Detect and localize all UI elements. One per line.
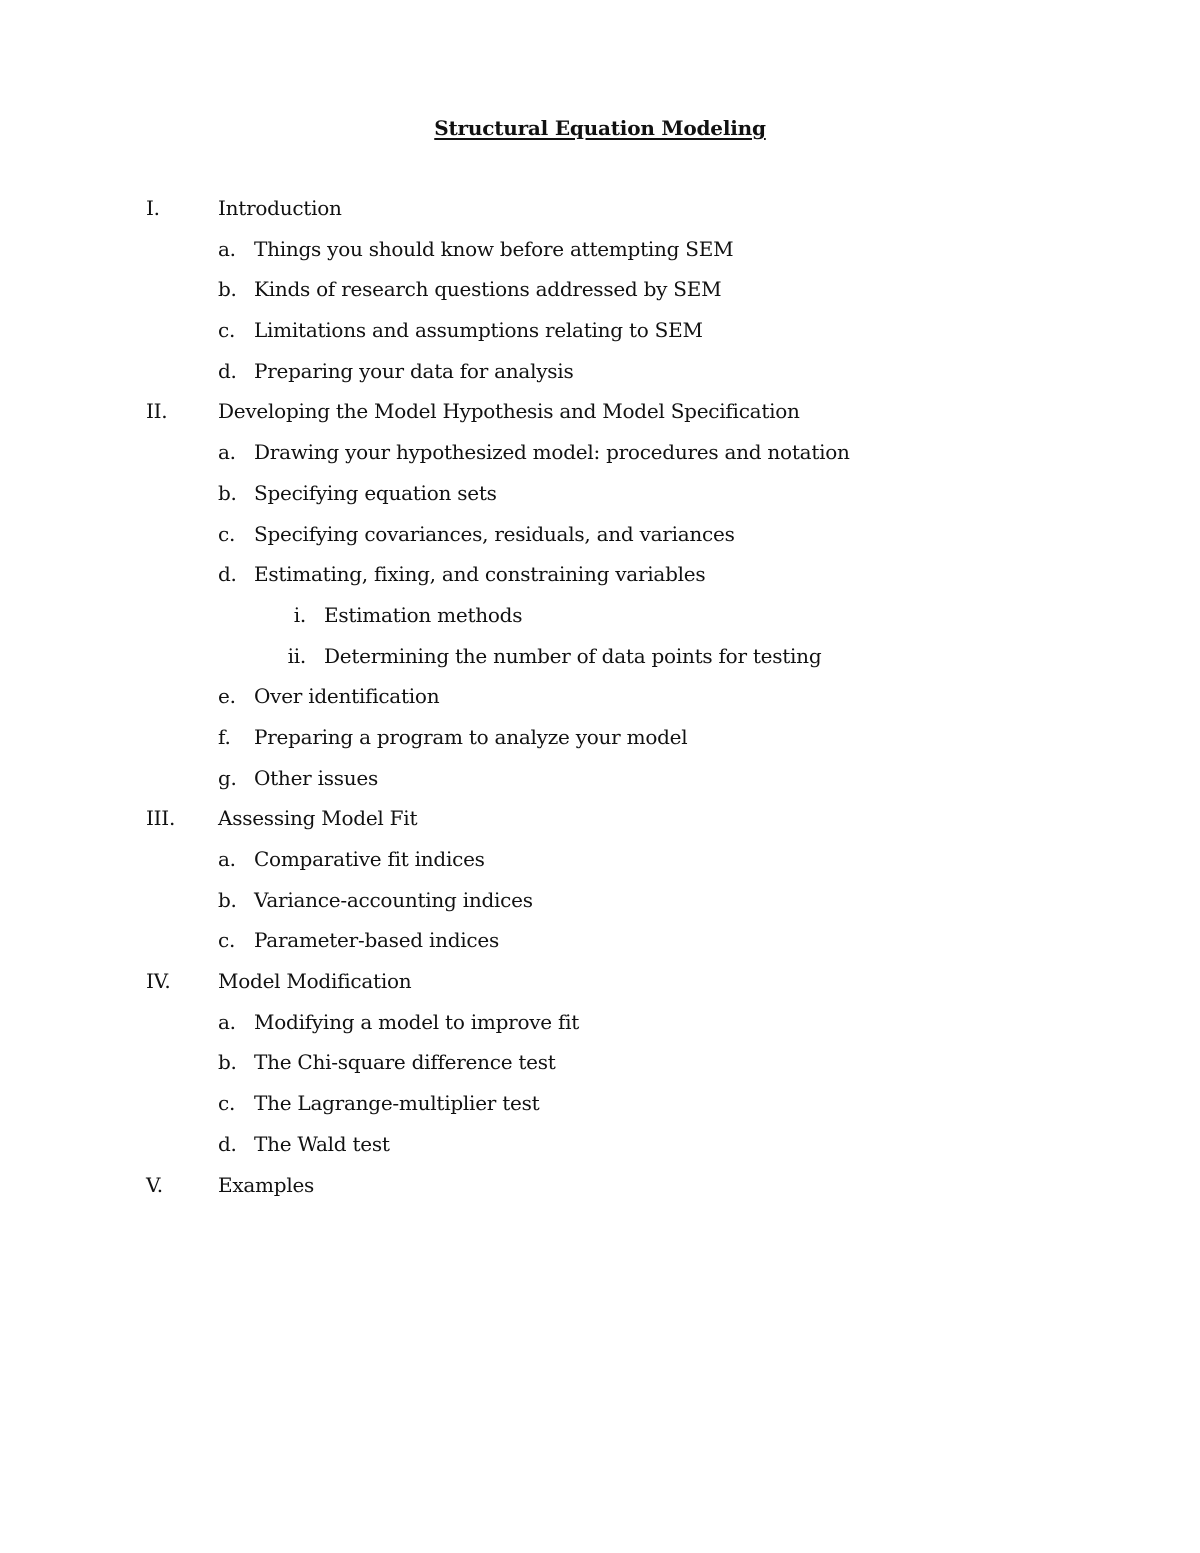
outline-item	[0, 1085, 1200, 1126]
outline-text: Drawing your hypothesized model: procedures and notation	[254, 440, 850, 465]
outline-marker: g.	[218, 765, 237, 790]
outline-marker: a.	[218, 440, 236, 465]
outline-item	[0, 516, 1200, 557]
outline-text: Preparing your data for analysis	[254, 358, 574, 383]
outline-marker: a.	[218, 847, 236, 871]
outline-item	[0, 719, 1200, 760]
outline-marker: c.	[218, 1091, 236, 1116]
outline-text: Limitations and assumptions relating to SEM	[254, 318, 703, 343]
outline-text: Developing the Model Hypothesis and Model Specification	[218, 399, 800, 424]
outline-marker: III.	[146, 806, 176, 831]
outline-text: Specifying equation sets	[254, 480, 497, 505]
outline-text: Other issues	[254, 765, 378, 790]
outline-text: Assessing Model Fit	[218, 806, 418, 831]
outline-text: Preparing a program to analyze your model	[254, 724, 688, 749]
outline-marker: f.	[218, 724, 231, 749]
outline-item	[0, 434, 1200, 475]
outline-text: The Lagrange-multiplier test	[254, 1091, 540, 1116]
outline-text: Determining the number of data points for testing	[324, 643, 822, 668]
outline-marker: d.	[218, 358, 237, 383]
outline-item	[0, 760, 1200, 801]
outline-marker: IV.	[146, 969, 171, 994]
outline-marker: ii.	[287, 643, 306, 668]
outline-item	[0, 1004, 1200, 1045]
outline-item	[0, 353, 1200, 394]
outline-marker: a.	[218, 236, 236, 261]
outline-item	[0, 231, 1200, 272]
outline-text: Examples	[218, 1172, 315, 1197]
outline-text: Estimation methods	[324, 602, 523, 627]
outline-text: Introduction	[218, 196, 342, 220]
outline-marker: d.	[218, 1131, 237, 1156]
outline-section-model-specification	[0, 393, 1200, 434]
page-title: Structural Equation Modeling	[434, 116, 766, 140]
outline-text: The Chi-square difference test	[254, 1050, 556, 1075]
outline-text: Things you should know before attempting SEM	[254, 236, 734, 261]
outline-marker: II.	[146, 399, 168, 424]
outline-marker: c.	[218, 521, 236, 546]
outline-text: Specifying covariances, residuals, and variances	[254, 521, 735, 546]
outline-item	[0, 882, 1200, 923]
outline-section-introduction	[0, 190, 1200, 231]
outline-item	[0, 841, 1200, 882]
outline-subitem	[0, 638, 1200, 679]
outline-item	[0, 271, 1200, 312]
outline-item	[0, 1126, 1200, 1167]
outline-item	[0, 556, 1200, 597]
outline-section-model-modification	[0, 963, 1200, 1004]
outline-item	[0, 312, 1200, 353]
outline-item	[0, 678, 1200, 719]
outline-marker: c.	[218, 318, 236, 343]
outline-item	[0, 475, 1200, 516]
outline-marker: e.	[218, 684, 236, 709]
outline-text: Model Modification	[218, 969, 412, 994]
outline-item	[0, 922, 1200, 963]
outline-marker: a.	[218, 1009, 236, 1034]
outline-list	[0, 190, 1200, 1207]
outline-marker: c.	[218, 928, 236, 953]
outline-text: The Wald test	[254, 1131, 390, 1156]
outline-subitem	[0, 597, 1200, 638]
outline-marker: V.	[146, 1172, 163, 1197]
outline-marker: I.	[146, 196, 160, 220]
outline-item	[0, 1044, 1200, 1085]
outline-marker: b.	[218, 887, 237, 912]
outline-marker: d.	[218, 562, 237, 587]
outline-marker: i.	[293, 602, 306, 627]
outline-marker: b.	[218, 277, 237, 302]
outline-text: Over identification	[254, 684, 440, 709]
outline-text: Kinds of research questions addressed by SEM	[254, 277, 722, 302]
outline-text: Estimating, fixing, and constraining variables	[254, 562, 706, 587]
outline-section-examples	[0, 1167, 1200, 1208]
outline-text: Modifying a model to improve fit	[254, 1009, 580, 1034]
outline-text: Comparative fit indices	[254, 847, 485, 871]
outline-marker: b.	[218, 1050, 237, 1075]
outline-marker: b.	[218, 480, 237, 505]
outline-section-model-fit	[0, 800, 1200, 841]
outline-text: Variance-accounting indices	[254, 887, 533, 912]
outline-text: Parameter-based indices	[254, 928, 499, 953]
